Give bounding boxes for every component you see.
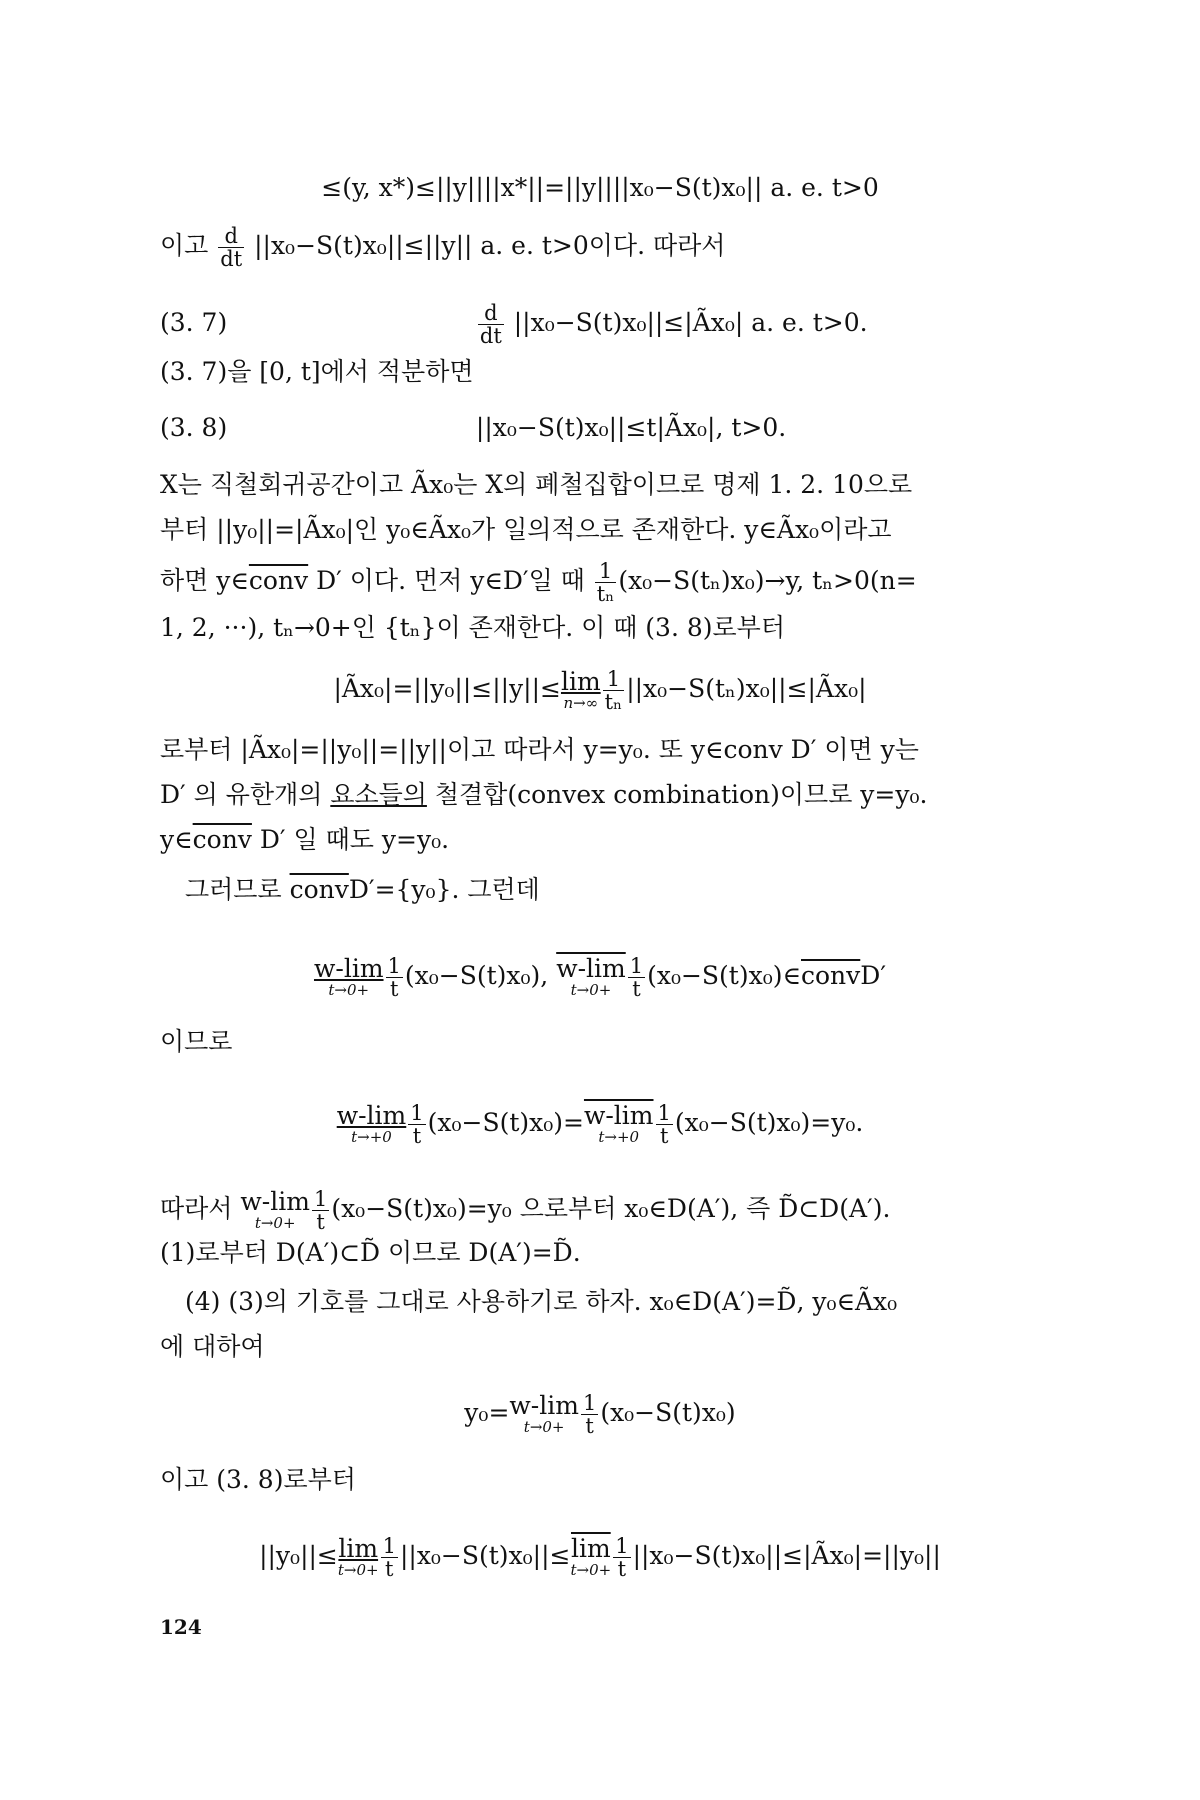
text: D′ 의 유한개의	[160, 780, 331, 809]
equation-line-22	[0, 1392, 1200, 1437]
text: 로부터 |Ãx₀|=||y₀||=||y||이고 따라서 y=y₀. 또 y∈conv D′ 이면 y는	[160, 735, 919, 764]
text-line-14	[160, 870, 1040, 910]
equation-body: ||x₀−S(t)x₀||≤|Ãx₀| a. e. t>0.	[513, 308, 868, 337]
text-line-23	[160, 1460, 1040, 1500]
text: (x₀−S(t)x₀)=	[427, 1108, 584, 1137]
denominator: t	[617, 1557, 627, 1581]
text-line-13	[160, 820, 1040, 860]
text: D′ 일 때도 y=y₀.	[251, 825, 450, 854]
fraction-1-t	[613, 1535, 630, 1580]
wlim-symbol: w-lim	[336, 1101, 407, 1130]
text: ||y₀||≤	[259, 1541, 338, 1570]
text: (4) (3)의 기호를 그대로 사용하기로 하자. x₀∈D(A′)=D̃, y₀∈Ãx₀	[185, 1287, 898, 1316]
text: ||x₀−S(t)x₀||≤	[399, 1541, 571, 1570]
numerator: 1	[313, 1187, 328, 1211]
numerator: 1	[382, 1534, 396, 1558]
text-line-21	[160, 1327, 1040, 1367]
underlined-text: 요소들의	[330, 780, 427, 809]
denominator: t	[659, 1124, 669, 1148]
equation-line-10	[0, 668, 1200, 713]
text: ||x₀−S(t)x₀||≤|Ãx₀|=||y₀||	[632, 1541, 941, 1570]
denominator: t	[389, 977, 399, 1001]
text: D′={y₀}. 그런데	[348, 875, 540, 904]
conv-closure: conv	[192, 825, 252, 854]
limit-t	[509, 1392, 579, 1434]
limit-t	[584, 1102, 654, 1144]
limit-subscript: t→0+	[523, 1418, 565, 1436]
text: (x₀−S(tₙ)x₀)→y, tₙ>0(n=	[618, 566, 917, 595]
limit-subscript: t→+0	[598, 1128, 640, 1146]
text: 이므로	[160, 1027, 233, 1056]
numerator: 1	[582, 1391, 597, 1415]
equation-3-7	[160, 302, 1040, 347]
fraction-1-t	[381, 1535, 398, 1580]
numerator: d	[478, 302, 504, 325]
limit-subscript: n→∞	[563, 694, 599, 712]
lim-symbol: lim	[560, 667, 601, 696]
fraction-1-t	[581, 1392, 598, 1437]
text-line-6	[160, 465, 1040, 505]
text-line-16	[160, 1022, 1040, 1062]
denominator: t	[316, 1210, 325, 1234]
equation-number: (3. 8)	[160, 413, 228, 442]
fraction-1-t	[312, 1188, 329, 1233]
limit-subscript: t→0+	[328, 981, 370, 999]
text: (x₀−S(t)x₀)=y₀.	[674, 1108, 864, 1137]
limsup-symbol: $\overline{lim}$	[570, 1534, 611, 1563]
text-line-2	[160, 225, 1040, 270]
text: 1, 2, ···), tₙ→0+인 {tₙ}이 존재한다. 이 때 (3. 8)로부터	[160, 613, 785, 642]
equation-3-8	[160, 408, 1040, 448]
text-line-20	[160, 1282, 1040, 1322]
equation-line-1	[0, 168, 1200, 208]
text: ||x₀−S(t)x₀||≤||y|| a. e. t>0이다. 따라서	[254, 231, 726, 260]
wlim-symbol: w-lim	[509, 1391, 579, 1420]
numerator: 1	[603, 668, 625, 691]
numerator: 1	[595, 560, 617, 583]
page-number: 124	[160, 1615, 202, 1639]
text: 따라서	[160, 1194, 241, 1223]
limit-n	[561, 668, 601, 710]
limit-t	[337, 1102, 407, 1144]
text: (x₀−S(t)x₀),	[404, 961, 557, 990]
numerator: 1	[615, 1534, 629, 1558]
equation-body: ||x₀−S(t)x₀||≤t|Ãx₀|, t>0.	[475, 413, 787, 442]
equation-line-17	[0, 1102, 1200, 1147]
equation-line-24	[0, 1535, 1200, 1580]
text-line-18	[160, 1188, 1040, 1233]
denominator: tₙ	[604, 690, 623, 714]
text-line-11	[160, 730, 1040, 770]
numerator: 1	[387, 954, 401, 978]
fraction-1-t	[386, 955, 403, 1000]
numerator: 1	[629, 954, 644, 978]
conv-closure: conv	[248, 566, 309, 595]
conv-closure: conv	[289, 875, 349, 904]
wlimsup-symbol: w-lim	[583, 1101, 654, 1130]
fraction-d-dt	[478, 302, 504, 347]
fraction-d-dt	[218, 225, 244, 270]
text: D′ 이다. 먼저 y∈D′일 때	[308, 566, 585, 595]
text: 이고	[160, 231, 209, 260]
text-line-12	[160, 775, 1040, 815]
denominator: t	[412, 1124, 422, 1148]
text-line-7	[160, 510, 1040, 550]
text: D′	[860, 961, 887, 990]
limit-t	[240, 1188, 310, 1230]
equation-number: (3. 7)	[160, 308, 228, 337]
limit-subscript: t→0+	[254, 1214, 296, 1232]
denominator: dt	[479, 324, 502, 348]
limit-subscript: t→0+	[570, 981, 612, 999]
limit-t	[338, 1535, 379, 1577]
numerator: 1	[657, 1101, 671, 1125]
numerator: d	[218, 225, 244, 248]
denominator: t	[632, 977, 641, 1001]
text: 에 대하여	[160, 1332, 265, 1361]
fraction-1-tn	[595, 560, 617, 605]
text-line-8	[160, 560, 1040, 605]
text-line-9	[160, 608, 1040, 648]
text: (3. 7)을 [0, t]에서 적분하면	[160, 357, 474, 386]
text: (1)로부터 D(A′)⊂D̃ 이므로 D(A′)=D̃.	[160, 1238, 581, 1267]
text: ||x₀−S(tₙ)x₀||≤|Ãx₀|	[626, 674, 867, 703]
denominator: t	[585, 1414, 594, 1438]
limit-subscript: t→0+	[570, 1561, 612, 1579]
text: (x₀−S(t)x₀)=y₀ 으로부터 x₀∈D(A′), 즉 D̃⊂D(A′).	[331, 1194, 891, 1223]
text: |Ãx₀|=||y₀||≤||y||≤	[333, 674, 561, 703]
denominator: dt	[220, 247, 243, 271]
text-line-4	[160, 352, 1040, 392]
limit-t	[570, 1535, 611, 1577]
text: y₀=	[464, 1398, 510, 1427]
lim-symbol: lim	[338, 1534, 379, 1563]
text: (x₀−S(t)x₀)∈	[647, 961, 801, 990]
fraction-1-t	[656, 1102, 673, 1147]
denominator: tₙ	[596, 582, 615, 606]
equation-line-15	[0, 955, 1200, 1000]
fraction-1-tn	[603, 668, 625, 713]
numerator: 1	[410, 1101, 424, 1125]
wlimsup-symbol: w-lim	[556, 954, 626, 983]
fraction-1-t	[628, 955, 645, 1000]
limit-subscript: t→0+	[337, 1561, 379, 1579]
text: (x₀−S(t)x₀)	[600, 1398, 736, 1427]
text: 그러므로	[185, 875, 290, 904]
conv-closure: conv	[801, 961, 861, 990]
wlim-symbol: w-lim	[313, 954, 384, 983]
equation-text: ≤(y, x*)≤||y||||x*||=||y||||x₀−S(t)x₀|| a. e. t>0	[321, 173, 879, 202]
limit-subscript: t→+0	[351, 1128, 392, 1146]
denominator: t	[385, 1557, 394, 1581]
limit-t	[314, 955, 384, 997]
text: 철결합(convex combination)이므로 y=y₀.	[426, 780, 928, 809]
limit-t	[556, 955, 626, 997]
text: y∈	[160, 825, 193, 854]
text: 하면 y∈	[160, 566, 249, 595]
text: 부터 ||y₀||=|Ãx₀|인 y₀∈Ãx₀가 일의적으로 존재한다. y∈Ãx₀이라고	[160, 515, 892, 544]
text: 이고 (3. 8)로부터	[160, 1465, 356, 1494]
fraction-1-t	[408, 1102, 425, 1147]
text: X는 직철회귀공간이고 Ãx₀는 X의 폐철집합이므로 명제 1. 2. 10으로	[160, 470, 913, 499]
text-line-19	[160, 1233, 1040, 1273]
wlim-symbol: w-lim	[240, 1187, 310, 1216]
